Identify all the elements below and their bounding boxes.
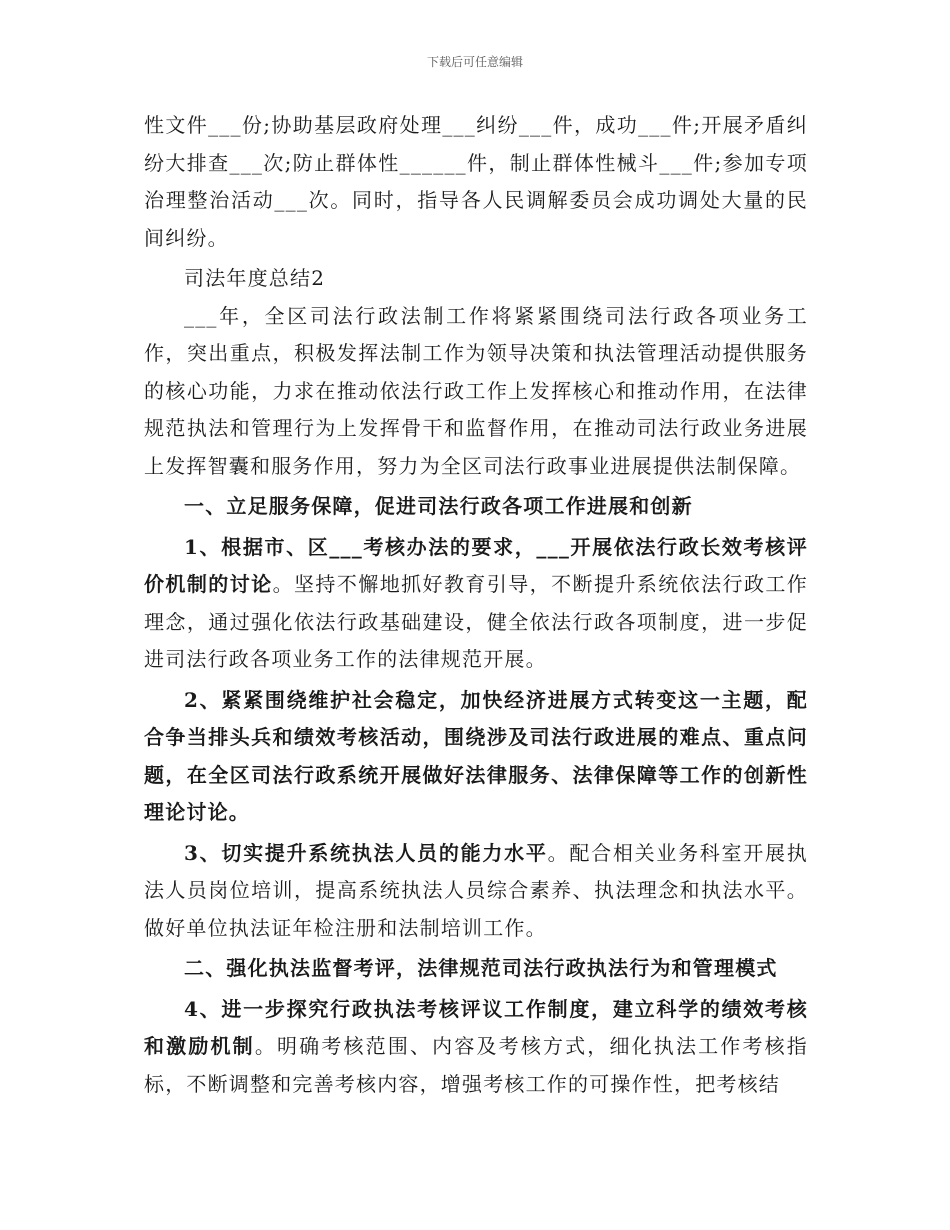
text-run: 二、强化执法监督考评，法律规范司法行政执法行为和管理模式 — [184, 956, 778, 980]
text-run: 。明确考核范围、内容及考核方式，细化执法工作考核指标，不断调整和完善考核内容，增强考核工作的可操作性，把考核结 — [144, 1034, 809, 1096]
paragraph-item-1 — [144, 529, 808, 679]
paragraph-intro — [144, 298, 808, 486]
text-run-bold: 4、进一步探究行政执法考核评议工作制度，建立科学的绩效考核和激励机制 — [144, 996, 808, 1058]
heading-one — [144, 488, 808, 526]
text-run: 性文件___份;协助基层政府处理___纠纷___件，成功___件;开展矛盾纠纷大排查___次;防止群体性______件，制止群体性械斗___件;参加专项治理整治活动___次。同时，指导各人民调解委员会成功调处大量的民间纠纷。 — [144, 113, 808, 250]
text-run: ___年，全区司法行政法制工作将紧紧围绕司法行政各项业务工作，突出重点，积极发挥法制工作为领导决策和执法管理活动提供服务的核心功能，力求在推动依法行政工作上发挥核心和推动作用，在法律规范执法和管理行为上发挥骨干和监督作用，在推动司法行政业务进展上发挥智囊和服务作用，努力为全区司法行政事业进展提供法制保障。 — [144, 303, 808, 478]
text-run-bold: 1、根据市、区___考核办法的要求，___开展依法行政长效考核评价机制的讨论 — [144, 534, 808, 596]
heading-two — [144, 950, 808, 988]
paragraph-continuation — [144, 107, 808, 257]
document-body — [144, 107, 808, 1103]
text-run: 一、立足服务保障，促进司法行政各项工作进展和创新 — [184, 494, 693, 518]
text-run-bold: 3、切实提升系统执法人员的能力水平 — [184, 840, 548, 865]
section-title — [144, 260, 808, 298]
text-run: 。坚持不懈地抓好教育引导，不断提升系统依法行政工作理念，通过强化依法行政基础建设，健全依法行政各项制度，进一步促进司法行政各项业务工作的法律规范开展。 — [144, 572, 808, 671]
paragraph-item-3 — [144, 835, 808, 948]
page-header: 下载后可任意编辑 — [426, 55, 523, 69]
text-run: 。配合相关业务科室开展执法人员岗位培训，提高系统执法人员综合素养、执法理念和执法水平。做好单位执法证年检注册和法制培训工作。 — [144, 840, 808, 940]
text-run: 司法年度总结2 — [184, 266, 326, 290]
text-run-bold: 2、紧紧围绕维护社会稳定，加快经济进展方式转变这一主题，配合争当排头兵和绩效考核活动，围绕涉及司法行政进展的难点、重点问题，在全区司法行政系统开展做好法律服务、法律保障等工作的创新性理论讨论。 — [144, 687, 808, 824]
paragraph-item-4 — [144, 991, 808, 1104]
paragraph-item-2 — [144, 682, 808, 832]
